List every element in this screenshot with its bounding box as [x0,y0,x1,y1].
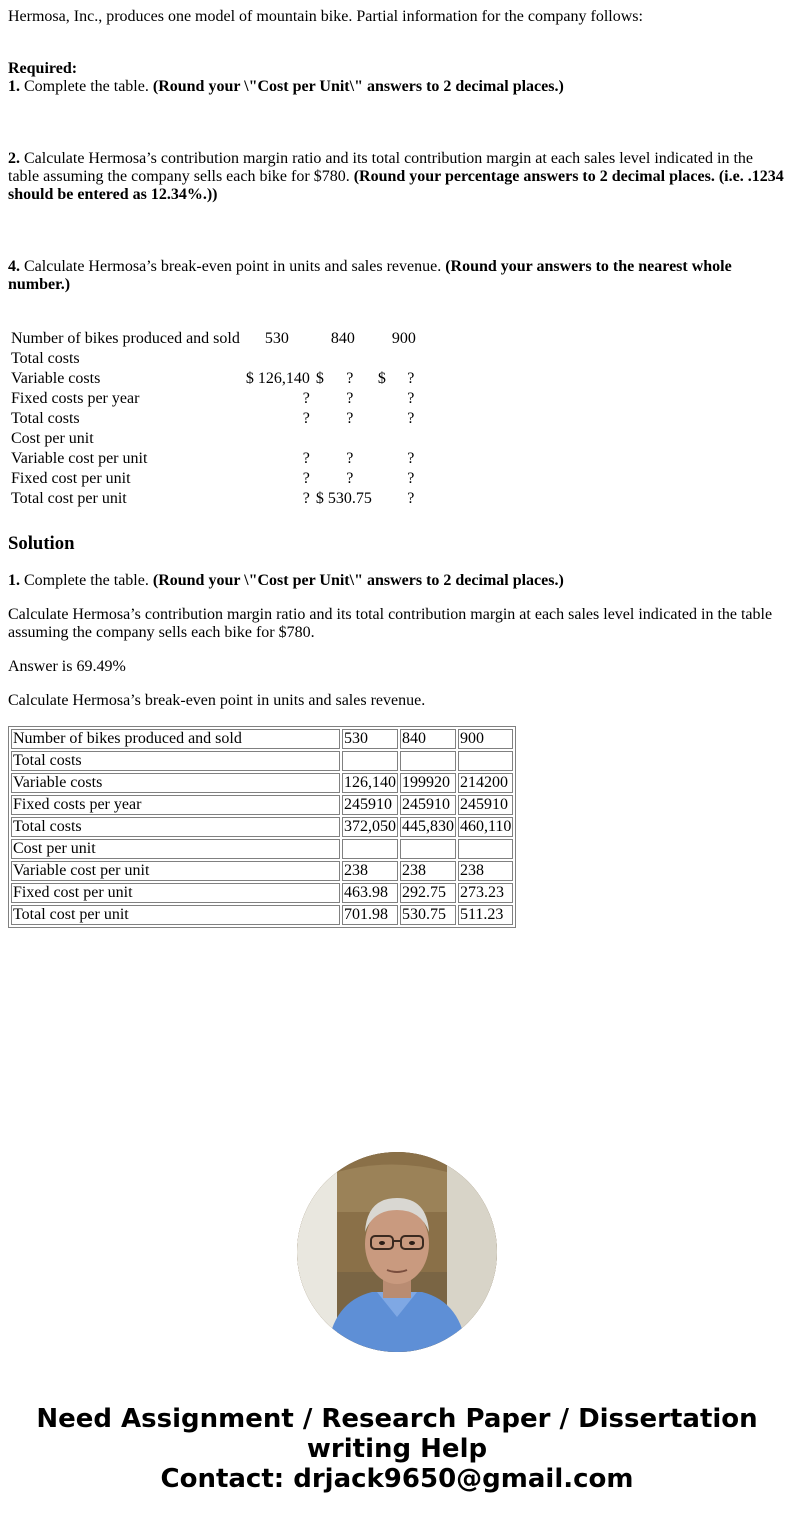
currency-symbol [313,450,325,468]
solution-be-text: Calculate Hermosa’s break-even point in units and sales revenue. [8,692,426,709]
required-label: Required: [8,60,78,77]
cell-value: ? [407,450,415,467]
row-label: Total costs [11,410,80,427]
cell-value: 292.75 [400,883,456,903]
currency-symbol: $ [315,490,324,507]
cell-value: ? [407,470,415,487]
author-photo [297,1152,497,1352]
cell-value: ? [407,370,415,387]
row-label: Number of bikes produced and sold [11,729,340,749]
cell-value: 199920 [400,773,456,793]
cell-value [400,751,456,771]
cell-value: ? [346,370,354,387]
row-label: Cost per unit [11,430,94,447]
cell-value: 245910 [400,795,456,815]
footer-banner [0,1404,794,1494]
cell-value: 530 [342,729,398,749]
currency-symbol [375,470,387,488]
currency-symbol [313,390,325,408]
portrait-image [297,1152,497,1352]
page-content [8,8,788,928]
currency-symbol [313,410,325,428]
currency-symbol [243,350,255,368]
currency-symbol [375,410,387,428]
cell-value: 245910 [458,795,513,815]
currency-symbol [243,410,255,428]
currency-symbol [313,430,325,448]
cell-value: ? [407,410,415,427]
cell-value: 238 [400,861,456,881]
cell-value: 245910 [342,795,398,815]
cell-value: ? [346,470,354,487]
footer-line-1: Need Assignment / Research Paper / Dissertation [36,1404,758,1434]
cell-value [389,350,433,368]
cell-value: 701.98 [342,905,398,925]
solution-heading: Solution [8,533,75,554]
question-1: 1. Complete the table. (Round your \"Cost per Unit\" answers to 2 decimal places.) [8,78,564,95]
row-label: Total costs [11,751,340,771]
row-label: Variable costs [11,370,101,387]
problem-header-row: Number of bikes produced and sold 530 840 900 [11,330,416,347]
row-label: Fixed cost per unit [11,883,340,903]
problem-row [10,470,433,488]
problem-row [10,430,433,448]
cell-value: ? [407,490,415,507]
cell-value: 214200 [458,773,513,793]
problem-row [10,390,433,408]
cell-value: 530.75 [400,905,456,925]
row-label: Total cost per unit [11,905,340,925]
problem-row [10,350,433,368]
currency-symbol [243,490,255,508]
currency-symbol [375,450,387,468]
cell-value [342,839,398,859]
answer-row [11,839,513,859]
problem-row [10,450,433,468]
problem-table [8,328,435,510]
row-label: Fixed costs per year [11,795,340,815]
currency-symbol [375,430,387,448]
currency-symbol [313,470,325,488]
currency-symbol [375,390,387,408]
currency-symbol [313,350,325,368]
cell-value [257,350,311,368]
cell-value [257,430,311,448]
cell-value [389,430,433,448]
solution-question-1: 1. Complete the table. (Round your \"Cost per Unit\" answers to 2 decimal places.) [8,572,564,589]
cell-value: 530.75 [327,490,372,507]
cell-value: 238 [342,861,398,881]
cell-value: ? [302,490,310,507]
cell-value [327,430,373,448]
cell-value: ? [302,470,310,487]
cell-value: 372,050 [344,818,396,835]
solution-cm-text: Calculate Hermosa’s contribution margin ratio and its total contribution margin at each sales level indicated in the table assuming the company sells each bike for $780. [8,606,773,641]
cell-value: 460,110 [460,818,512,835]
answer-row [11,905,513,925]
row-label: Total cost per unit [11,490,127,507]
cell-value: ? [407,390,415,407]
answer-row [11,795,513,815]
row-label: Variable cost per unit [11,861,340,881]
question-2: 2. Calculate Hermosa’s contribution margin ratio and its total contribution margin at each sales level indicated in the table assuming the company sells each bike for $780. (Round your percentage answers to 2 decimal places. (i.e. .1234 should be entered as 12.34%.)) [8,150,784,203]
answer-row [11,773,513,793]
row-label: Total costs [11,350,80,367]
currency-symbol [375,350,387,368]
problem-row [10,410,433,428]
cell-value: 126,140 [344,774,396,791]
problem-row [10,490,433,508]
row-label: Cost per unit [11,839,340,859]
answer-table [8,726,516,928]
cell-value: 463.98 [342,883,398,903]
cell-value [327,350,373,368]
currency-symbol [375,490,387,508]
currency-symbol [243,390,255,408]
row-label: Fixed costs per year [11,390,140,407]
question-4: 4. Calculate Hermosa’s break-even point in units and sales revenue. (Round your answers to the nearest whole number.) [8,258,732,293]
footer-contact: Contact: drjack9650@gmail.com [160,1464,634,1494]
cell-value: 900 [458,729,513,749]
currency-symbol: $ [245,370,254,387]
row-label: Variable costs [11,773,340,793]
cell-value: ? [302,450,310,467]
cell-value [400,839,456,859]
solution-answer: Answer is 69.49% [8,658,126,675]
cell-value: 511.23 [458,905,513,925]
problem-row [10,370,433,388]
currency-symbol: $ [377,370,386,387]
currency-symbol: $ [315,370,324,387]
answer-row [11,751,513,771]
cell-value: ? [302,410,310,427]
cell-value: ? [346,390,354,407]
currency-symbol [243,470,255,488]
cell-value: 126,140 [257,370,310,387]
cell-value: 273.23 [458,883,513,903]
currency-symbol [243,450,255,468]
cell-value [342,751,398,771]
cell-value: 445,830 [402,818,454,835]
row-label: Fixed cost per unit [11,470,131,487]
cell-value: ? [346,410,354,427]
row-label: Total costs [11,817,340,837]
answer-row [11,861,513,881]
answer-row [11,883,513,903]
cell-value [458,751,513,771]
intro-text: Hermosa, Inc., produces one model of mountain bike. Partial information for the company follows: [8,8,643,25]
currency-symbol [243,430,255,448]
footer-line-2: writing Help [306,1434,488,1464]
cell-value: 840 [400,729,456,749]
cell-value: 238 [458,861,513,881]
answer-row [11,729,513,749]
cell-value [458,839,513,859]
cell-value: ? [346,450,354,467]
row-label: Variable cost per unit [11,450,148,467]
cell-value: ? [302,390,310,407]
answer-row [11,817,513,837]
